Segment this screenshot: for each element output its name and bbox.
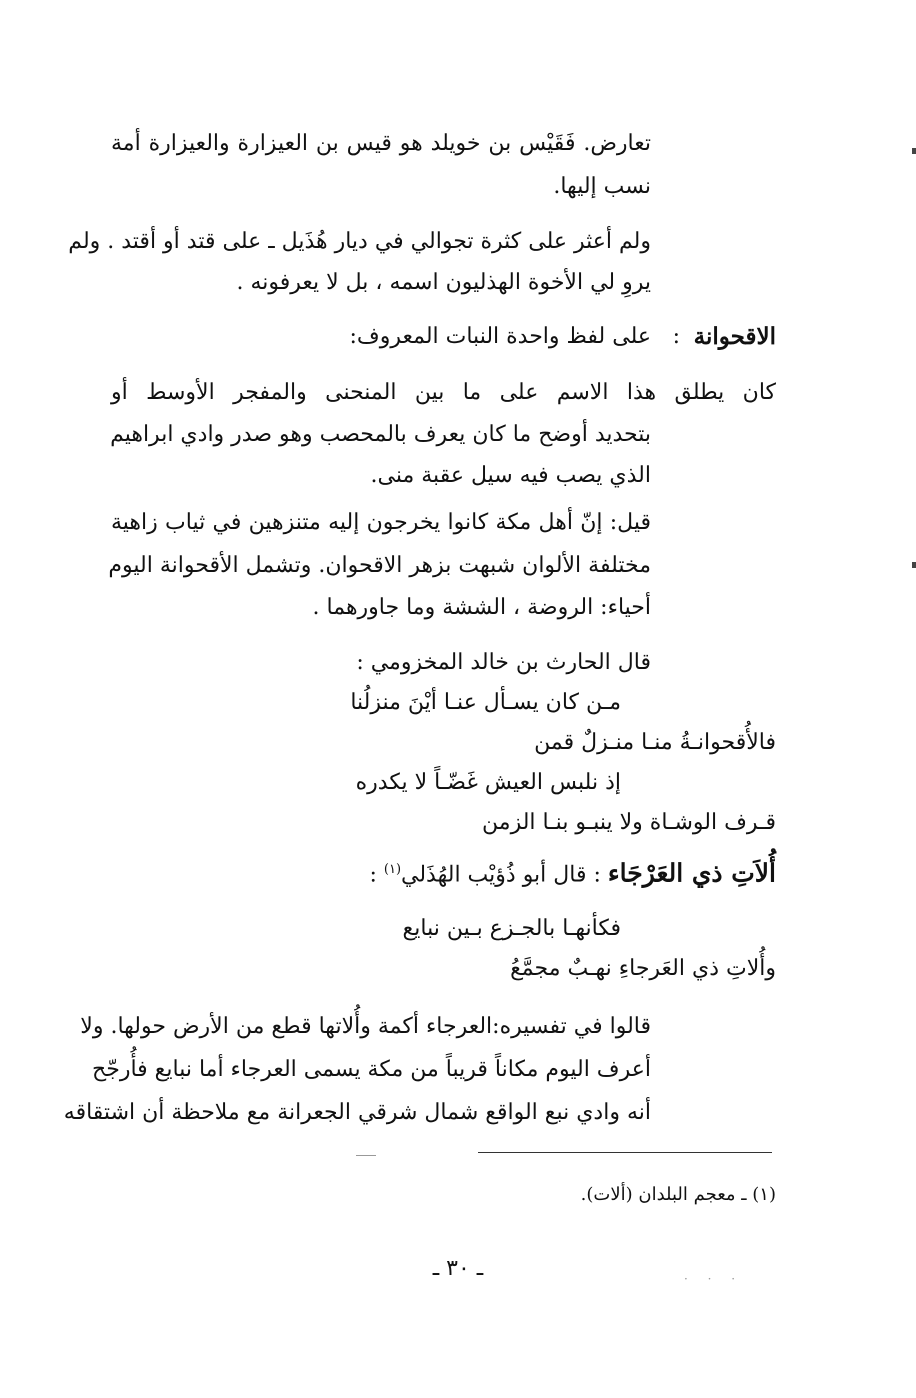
paragraph-1-line-1: تعارض. فَقَيْس بن خويلد هو قيس بن العيزارة والعيزارة أمة — [111, 131, 651, 156]
paragraph-4-line-2: مختلفة الألوان شبهت بزهر الاقحوان. وتشمل الأقحوانة اليوم — [108, 553, 651, 578]
footnote-1: (١) ـ معجم البلدان (ألات). — [580, 1184, 776, 1205]
poem-1-verse-3: إذ نلبس العيش غَضّـاً لا يكدره — [355, 770, 621, 795]
paragraph-4-line-3: أحياء: الروضة ، الششة وما جاورهما . — [312, 595, 651, 620]
entry-heading-aqhuwana: الاقحوانة — [693, 323, 776, 350]
poem-1-intro: قال الحارث بن خالد المخزومي : — [356, 650, 651, 675]
scan-edge-mark-middle — [912, 562, 916, 568]
poem-1-verse-2: فالأُقحوانـةُ منـا منـزلٌ قمن — [534, 730, 776, 755]
entry-colon: : — [672, 324, 680, 349]
paragraph-2-line-2: يروِ لي الأخوة الهذليون اسمه ، بل لا يعرفونه . — [236, 270, 651, 295]
footnote-separator — [478, 1152, 772, 1153]
poem-1-verse-1: مـن كان يسـأل عنـا أيْنَ منزلُنا — [350, 690, 621, 715]
scan-edge-mark-top — [912, 148, 916, 154]
paragraph-3-line-1: كان يطلق هذا الاسم على ما بين المنحنى والمفجر الأوسط أو — [111, 380, 776, 405]
entry-title-alat: أُلاَتِ ذي العَرْجَاء — [607, 858, 776, 888]
paragraph-4-line-1: قيل: إنّ أهل مكة كانوا يخرجون إليه متنزهين في ثياب زاهية — [111, 510, 651, 535]
entry-heading-alat: أُلاَتِ ذي العَرْجَاء : قال أبو ذُؤيْب الهُذَلي$^{(١)}$ : — [369, 858, 776, 888]
paragraph-3-line-2: بتحديد أوضح ما كان يعرف بالمحصب وهو صدر وادي ابراهيم — [110, 422, 651, 447]
entry-intro: على لفظ واحدة النبات المعروف: — [349, 324, 651, 349]
poem-2-verse-2: وأُلاتِ ذي العَرجاءِ نهـبٌ مجمَّعُ — [510, 956, 776, 981]
paragraph-5-line-2: أعرف اليوم مكاناً قريباً من مكة يسمى العرجاء أما نبايع فأُرجّح — [92, 1057, 651, 1082]
footnote-reference[interactable]: (١) — [383, 862, 402, 877]
paragraph-1-line-2: نسب إليها. — [553, 174, 651, 199]
separator-dash — [356, 1155, 376, 1156]
entry-title-rest: : قال أبو ذُؤيْب الهُذَلي — [401, 862, 601, 888]
paragraph-5-line-1: قالوا في تفسيره:العرجاء أكمة وأُلاتها قطع من الأرض حولها. ولا — [80, 1014, 651, 1039]
scan-dots: · · · — [684, 1272, 744, 1286]
poem-2-verse-1: فكأنهـا بالجـزع بـين نبايع — [402, 916, 621, 941]
paragraph-5-line-3: أنه وادي نبع الواقع شمال شرقي الجعرانة مع ملاحظة أن اشتقاقه — [63, 1100, 651, 1125]
paragraph-2-line-1: ولم أعثر على كثرة تجوالي في ديار هُذَيل ـ على قتد أو أقتد . ولم — [68, 229, 651, 254]
page-number: ـ ٣٠ ـ — [432, 1256, 484, 1281]
poem-1-verse-4: قـرف الوشـاة ولا ينبـو بنـا الزمن — [482, 810, 776, 835]
paragraph-3-line-3: الذي يصب فيه سيل عقبة منى. — [370, 463, 651, 488]
